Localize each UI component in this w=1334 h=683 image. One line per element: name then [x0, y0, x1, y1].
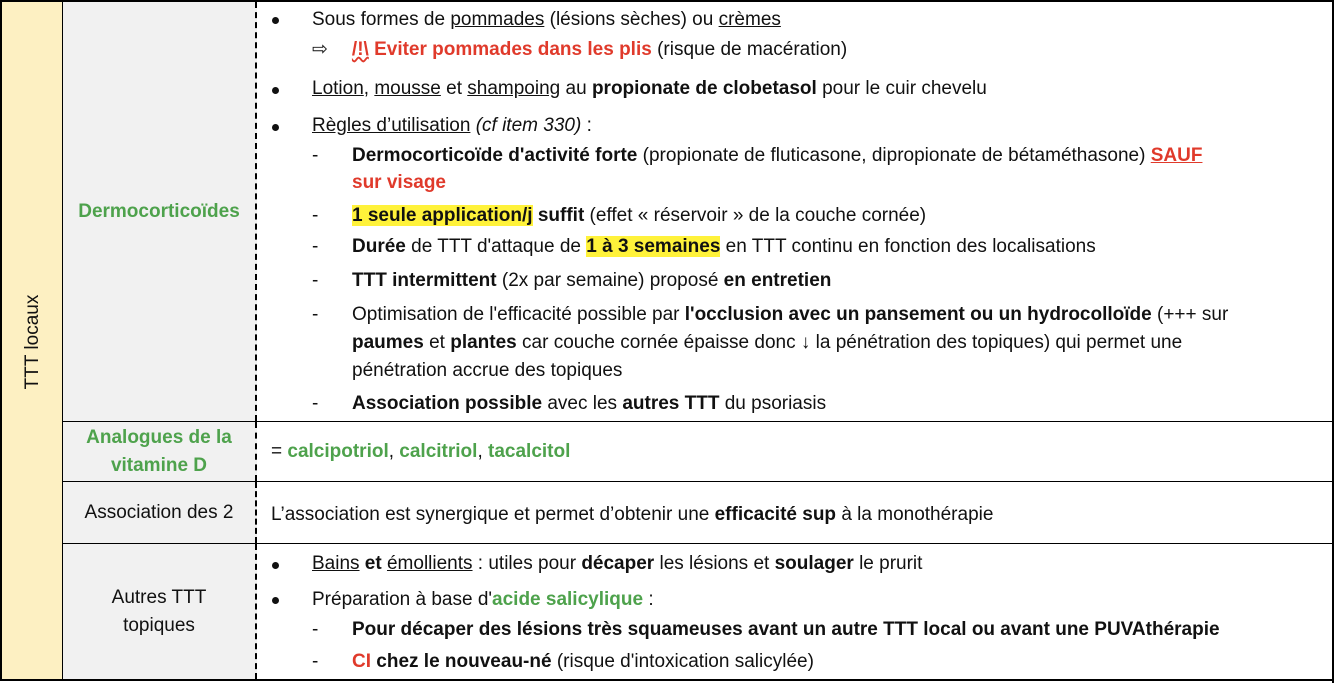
- text: :: [581, 115, 592, 136]
- list-subitem: [352, 142, 1202, 170]
- text: (risque d'intoxication salicylée): [551, 651, 814, 672]
- text: L’association est synergique et permet d’obtenir une: [271, 504, 715, 525]
- text: Règles d’utilisation: [312, 115, 471, 136]
- text: et: [359, 553, 387, 574]
- text: (cf item 330): [475, 115, 582, 136]
- list-subitem: [352, 202, 926, 230]
- text: mousse: [374, 78, 441, 99]
- list-subitem: [352, 648, 814, 676]
- list-subitem: [352, 301, 1228, 329]
- text: acide salicylique: [492, 589, 644, 610]
- row-label-dermocorticoides: Dermocorticoïdes: [78, 200, 240, 222]
- list-subitem-continued: [352, 169, 446, 197]
- text: Durée: [352, 236, 406, 257]
- row-label-association: Association des 2: [84, 501, 234, 523]
- text: topiques: [123, 614, 195, 636]
- dash-marker: -: [312, 270, 319, 291]
- row-content: [257, 2, 1334, 421]
- text: (propionate de fluticasone, dipropionate de bétaméthasone): [637, 145, 1151, 166]
- row-content: [257, 544, 1334, 679]
- list-item: [312, 112, 592, 140]
- list-subitem: [352, 390, 826, 418]
- side-category-cell: [0, 0, 63, 681]
- dash-marker: -: [312, 205, 319, 226]
- row-label-cell: [63, 2, 257, 421]
- text: CI: [352, 651, 371, 672]
- text: ,: [363, 78, 375, 99]
- text: Analogues de la: [86, 426, 232, 448]
- bullet-icon: [272, 124, 279, 131]
- row-association: [63, 482, 1334, 544]
- text: plantes: [450, 332, 517, 353]
- text: (2x par semaine) proposé: [496, 270, 724, 291]
- text: les lésions et: [654, 553, 775, 574]
- text: pommades: [450, 9, 545, 30]
- row-label-cell: [63, 422, 257, 481]
- text: de TTT d'attaque de: [405, 236, 587, 257]
- bullet-icon: [272, 87, 279, 94]
- text: Eviter pommades dans les plis: [368, 39, 652, 60]
- text: Association possible: [352, 393, 543, 414]
- text: Sous formes de: [312, 9, 451, 30]
- row-vitamine-d: [63, 422, 1334, 482]
- text: Autres TTT: [111, 586, 207, 608]
- text: TTT intermittent: [352, 270, 497, 291]
- list-item: [312, 75, 987, 103]
- text: car couche cornée épaisse donc ↓ la pénétration des topiques) qui permet une: [516, 332, 1183, 353]
- text: en TTT continu en fonction des localisations: [720, 236, 1096, 257]
- text: le prurit: [853, 553, 923, 574]
- row-label-vitamine-d: [86, 424, 232, 480]
- text: calcipotriol: [287, 441, 389, 462]
- text: :: [643, 589, 654, 610]
- list-subitem-continued: [352, 357, 622, 385]
- text: et: [440, 78, 468, 99]
- bullet-icon: [272, 597, 279, 604]
- text: calcitriol: [399, 441, 478, 462]
- text: soulager: [774, 553, 854, 574]
- row-content: [257, 482, 1334, 543]
- text: au: [560, 78, 592, 99]
- text: suffit: [532, 205, 585, 226]
- text: =: [271, 441, 288, 462]
- text: Pour décaper des lésions très squameuses avant un autre TTT local ou avant une PUVAthérapie: [352, 619, 1220, 640]
- text: ,: [388, 441, 400, 462]
- row-text: [271, 501, 993, 529]
- row-label-cell: [63, 544, 257, 679]
- list-item: [312, 6, 781, 34]
- dash-marker: -: [312, 619, 319, 640]
- text: : utiles pour: [472, 553, 582, 574]
- text: Optimisation de l'efficacité possible par: [352, 304, 685, 325]
- row-dermocorticoides: [63, 2, 1334, 422]
- text: ,: [477, 441, 489, 462]
- arrow-icon: ⇨: [312, 39, 328, 60]
- text: (lésions sèches) ou: [544, 9, 719, 30]
- text: tacalcitol: [488, 441, 571, 462]
- bullet-icon: [272, 17, 279, 24]
- text: décaper: [581, 553, 655, 574]
- dash-marker: -: [312, 393, 319, 414]
- highlighted-text: 1 à 3 semaines: [586, 236, 721, 257]
- text: en entretien: [723, 270, 832, 291]
- list-subitem: [352, 267, 831, 295]
- list-item: [312, 586, 654, 614]
- dash-marker: -: [312, 304, 319, 325]
- text: propionate de clobetasol: [591, 78, 817, 99]
- text: avec les: [542, 393, 623, 414]
- text: vitamine D: [110, 454, 208, 476]
- text: et: [423, 332, 451, 353]
- text: autres TTT: [622, 393, 720, 414]
- text: sur visage: [352, 172, 446, 193]
- list-subitem: [352, 233, 1096, 261]
- text: chez le nouveau-né: [371, 651, 552, 672]
- row-autres-ttt: [63, 544, 1334, 681]
- highlighted-text: 1 seule application/j: [352, 205, 533, 226]
- list-subitem-arrow: [312, 36, 847, 64]
- dash-marker: -: [312, 145, 319, 166]
- text: pénétration accrue des topiques: [352, 360, 623, 381]
- warning-icon: /!\: [351, 39, 369, 60]
- text: shampoing: [467, 78, 561, 99]
- row-label-cell: [63, 482, 257, 543]
- text: crèmes: [718, 9, 781, 30]
- text: (+++ sur: [1151, 304, 1229, 325]
- text: Bains: [312, 553, 360, 574]
- text: (risque de macération): [651, 39, 848, 60]
- text: à la monothérapie: [836, 504, 994, 525]
- bullet-icon: [272, 562, 279, 569]
- dash-marker: -: [312, 236, 319, 257]
- list-subitem-continued: [352, 329, 1182, 357]
- text: Préparation à base d': [312, 589, 493, 610]
- row-content: [257, 422, 1334, 481]
- dash-marker: -: [312, 651, 319, 672]
- text: du psoriasis: [719, 393, 827, 414]
- text: Lotion: [312, 78, 364, 99]
- side-category-label: TTT locaux: [22, 294, 43, 390]
- text: efficacité sup: [714, 504, 837, 525]
- text: SAUF: [1150, 145, 1203, 166]
- text: paumes: [352, 332, 424, 353]
- text: pour le cuir chevelu: [816, 78, 987, 99]
- text: émollients: [386, 553, 473, 574]
- list-subitem: [352, 616, 1220, 644]
- list-item: [312, 550, 922, 578]
- text: Dermocorticoïde d'activité forte: [352, 145, 638, 166]
- row-text: [271, 438, 570, 466]
- text: (effet « réservoir » de la couche cornée): [584, 205, 927, 226]
- text: l'occlusion avec un pansement ou un hydrocolloïde: [684, 304, 1152, 325]
- row-label-autres-ttt: [112, 584, 207, 640]
